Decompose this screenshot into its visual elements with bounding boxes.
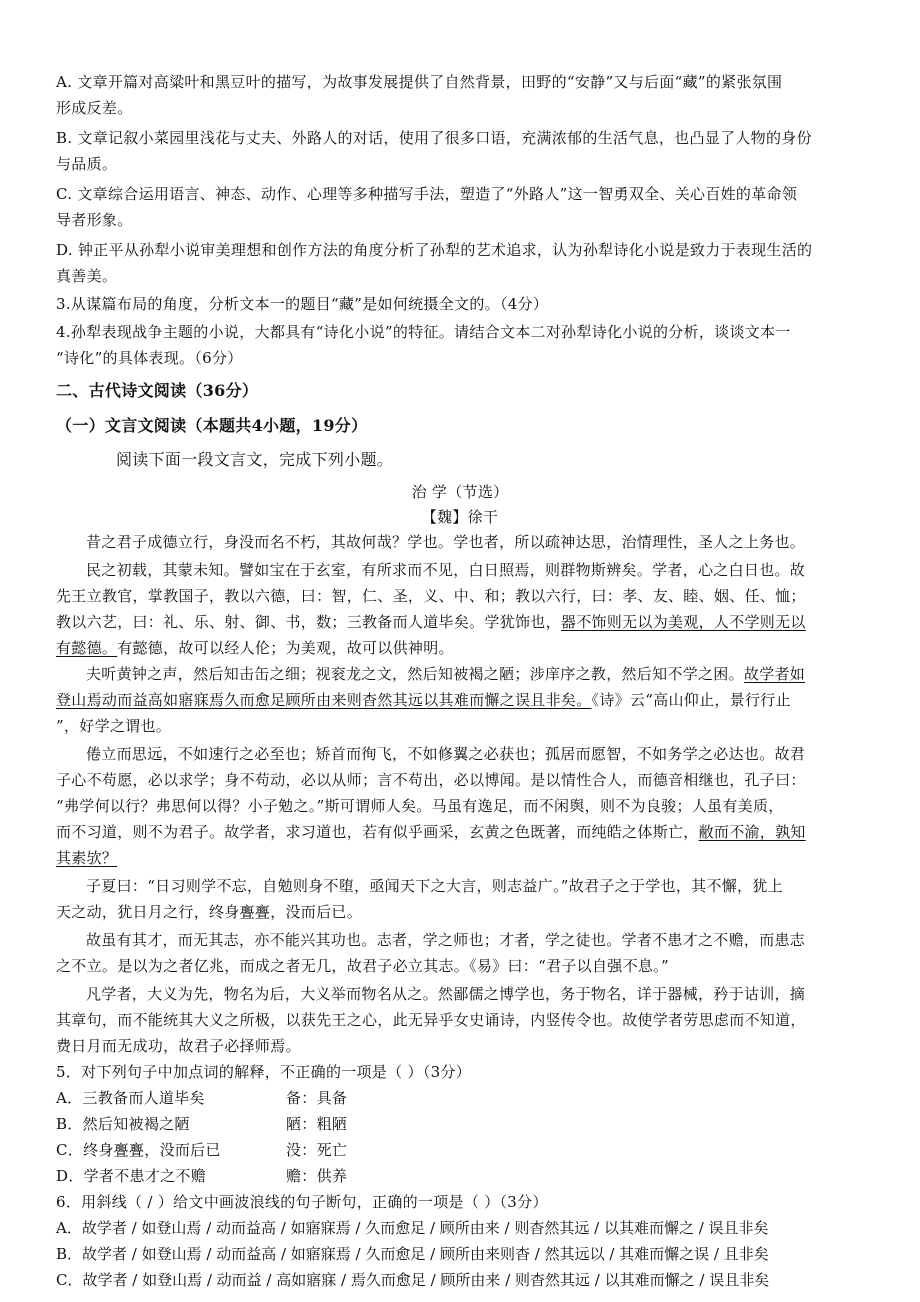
option-explanation: 备：具备 [286, 1089, 348, 1107]
q2-option-b-line1: B. 文章记叙小菜园里浅花与丈夫、外路人的对话，使用了很多口语，充满浓郁的生活气息，也凸显了人物的身份 [56, 129, 812, 147]
essay-title: 治 学（节选） [411, 483, 509, 501]
question-5-option-d [56, 1164, 856, 1188]
reading-instruction: 阅读下面一段文言文，完成下列小题。 [116, 450, 394, 469]
passage-text: 夫听黄钟之声，然后知击缶之细；视衮龙之文，然后知被褐之陋；涉庠序之教，然后知不学之困。 [86, 665, 744, 683]
subsection-heading: （一）文言文阅读（本题共4小题，19分） [56, 416, 368, 435]
underlined-sentence: 有懿德。 [56, 639, 118, 657]
option-sentence: D．学者不患才之不赡 [56, 1167, 207, 1185]
essay-author: 【魏】徐干 [421, 508, 499, 526]
q2-option-d-line2: 真善美。 [56, 267, 118, 285]
q2-option-a-line1: A. 文章开篇对高粱叶和黑豆叶的描写，为故事发展提供了自然背景，田野的“安静”又与后面“藏”的紧张氛围 [56, 73, 783, 91]
passage-p1: 昔之君子成德立行，身没而名不朽，其故何哉？学也。学也者，所以疏神达思，治情理性，圣人之上务也。 [86, 533, 806, 551]
question-4-line2: “诗化”的具体表现。（6分） [56, 349, 243, 367]
underlined-sentence: 器不饰则无以为美观，人不学则无以 [560, 613, 806, 631]
underlined-sentence: 其素欤？ [56, 849, 118, 867]
passage-p4-line2: 子心不苟愿，必以求学；身不苟动，必以从师；言不苟出，必以博闻。是以情性合人，而德音相继也，孔子曰： [56, 771, 806, 789]
option-explanation: 陋：粗陋 [286, 1115, 348, 1133]
passage-p7-line1: 凡学者，大义为先，物名为后，大义举而物名从之。然鄙儒之博学也，务于物名，详于器械，矜于诂训，摘 [86, 985, 806, 1003]
passage-p3-line1 [86, 662, 856, 686]
passage-p4-line3: “弗学何以行？弗思何以得？小子勉之。”斯可谓师人矣。马虽有逸足，而不闲舆，则不为良骏；人虽有美质， [56, 797, 784, 815]
q2-option-c-line1: C. 文章综合运用语言、神态、动作、心理等多种描写手法，塑造了“外路人”这一智勇双全、关心百姓的革命领 [56, 185, 798, 203]
wavy-underlined-sentence: 故学者如 [743, 665, 806, 683]
passage-p6-line2: 之不立。是以为之者亿兆，而成之者无几，故君子必立其志。《易》曰：“君子以自强不息。” [56, 957, 669, 975]
underlined-sentence: 敝而不渝，孰知 [698, 823, 806, 841]
q2-option-c-line2: 导者形象。 [56, 211, 133, 229]
passage-text: 教以六艺，曰：礼、乐、射、御、书，数；三教备而人道毕矣。学犹饰也， [56, 613, 561, 631]
passage-p4-line5 [56, 846, 856, 870]
passage-text: 而不习道，则不为君子。故学者，求习道也，若有似乎画采，玄黄之色既著，而纯皓之体斯亡， [56, 823, 699, 841]
question-6-stem: 6．用斜线（ / ）给文中画波浪线的句子断句，正确的一项是（ ）（3分） [56, 1193, 548, 1211]
section-2-heading: 二、古代诗文阅读（36分） [56, 381, 259, 400]
passage-p7-line2: 其章句，而不能统其大义之所极，以获先王之心，此无异乎女史诵诗，内竖传令也。故使学者劳思虑而不知道， [56, 1011, 806, 1029]
wavy-underlined-sentence: 登山焉动而益高如寤寐焉久而愈足顾所由来则杳然其远以其难而懈之误且非矣。 [56, 691, 592, 709]
option-sentence: A．三教备而人道毕矣 [56, 1089, 205, 1107]
option-sentence: B．然后知被褐之陋 [56, 1115, 190, 1133]
question-5-option-a [56, 1086, 856, 1110]
passage-p3-line2 [56, 688, 856, 712]
q2-option-b-line2: 与品质。 [56, 155, 118, 173]
passage-text: 《诗》云“高山仰止，景行行止 [591, 691, 791, 709]
option-sentence: C．终身亹亹，没而后已 [56, 1141, 221, 1159]
question-6-option-b: B．故学者 / 如登山焉 / 动而益高 / 如寤寐焉 / 久而愈足 / 顾所由来则杳 / 然其远以 / 其难而懈之误 / 且非矣 [56, 1245, 769, 1263]
passage-p5-line1: 子夏曰：“日习则学不忘，自勉则身不堕，亟闻天下之大言，则志益广。”故君子之于学也，其不懈，犹上 [86, 877, 783, 895]
passage-p2-line1: 民之初载，其蒙未知。譬如宝在于玄室，有所求而不见，白日照焉，则群物斯辨矣。学者，心之白日也。故 [86, 561, 806, 579]
passage-p2-line4 [56, 636, 856, 660]
q2-option-a-line2: 形成反差。 [56, 99, 133, 117]
passage-p6-line1: 故虽有其才，而无其志，亦不能兴其功也。志者，学之师也；才者，学之徒也。学者不患才之不赡，而患志 [86, 931, 806, 949]
q2-option-d-line1: D. 钟正平从孙犁小说审美理想和创作方法的角度分析了孙犁的艺术追求，认为孙犁诗化小说是致力于表现生活的 [56, 241, 813, 259]
passage-p4-line4 [56, 820, 856, 844]
passage-p7-line3: 费日月而无成功，故君子必择师焉。 [56, 1037, 301, 1055]
passage-p5-line2: 天之动，犹日月之行，终身亹亹，没而后已。 [56, 903, 363, 921]
passage-p3-line3: ”，好学之谓也。 [56, 717, 172, 735]
question-5-option-c [56, 1138, 856, 1162]
passage-p4-line1: 倦立而思远，不如速行之必至也；矫首而徇飞，不如修翼之必获也；孤居而愿智，不如务学之必达也。故君 [86, 745, 806, 763]
question-5-stem: 5．对下列句子中加点词的解释，不正确的一项是（ ）（3分） [56, 1063, 472, 1081]
option-explanation: 没：死亡 [286, 1141, 348, 1159]
question-4-line1: 4.孙犁表现战争主题的小说，大都具有“诗化小说”的特征。请结合文本二对孙犁诗化小说的分析，谈谈文本一 [56, 323, 791, 341]
passage-p2-line2: 先王立教官，掌教国子，教以六德，曰：智，仁、圣，义、中、和；教以六行，曰：孝、友、睦、姻、任、恤； [56, 587, 806, 605]
question-6-option-c: C．故学者 / 如登山焉 / 动而益 / 高如寤寐 / 焉久而愈足 / 顾所由来 / 则杳然其远 / 以其难而懈之 / 误且非矣 [56, 1271, 770, 1289]
passage-text: 有懿德，故可以经人伦；为美观，故可以供神明。 [117, 639, 454, 657]
question-6-option-a: A．故学者 / 如登山焉 / 动而益高 / 如寤寐焉 / 久而愈足 / 顾所由来 / 则杳然其远 / 以其难而懈之 / 误且非矣 [56, 1219, 769, 1237]
option-explanation: 赡：供养 [286, 1167, 348, 1185]
passage-p2-line3 [56, 610, 856, 634]
question-5-option-b [56, 1112, 856, 1136]
question-3: 3.从谋篇布局的角度，分析文本一的题目“藏”是如何统摄全文的。（4分） [56, 295, 549, 313]
